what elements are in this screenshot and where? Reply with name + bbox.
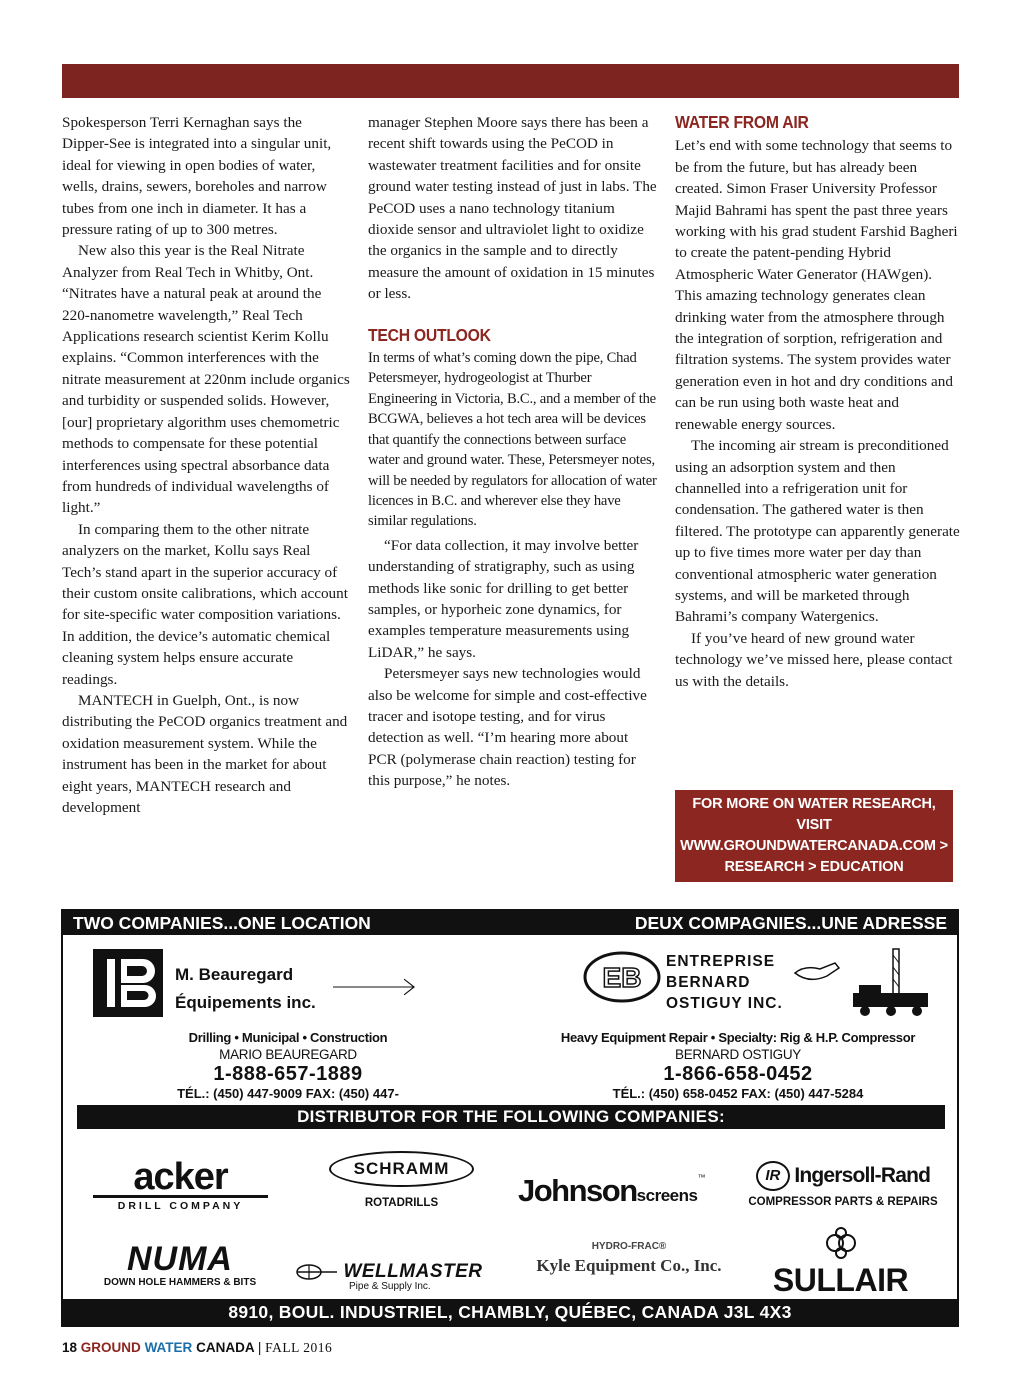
ad-header-right: DEUX COMPAGNIES...UNE ADRESSE bbox=[634, 913, 947, 933]
paragraph: The incoming air stream is preconditioned using an adsorption system and then channelled into a refrigeration unit for condensation. The gathered water is then filtered. The prototype can apparently generate up to five times more water per day than conventional atmospheric water generation systems, and will be marketed through Bahrami’s company Watergenics. bbox=[675, 437, 960, 626]
company1-name-line1: M. Beauregard bbox=[175, 965, 294, 984]
brand-numa-name: NUMA bbox=[127, 1240, 233, 1278]
company2-details bbox=[553, 1029, 923, 1102]
company1-tel-fax: TÉL.: (450) 447-9009 FAX: (450) 447- bbox=[177, 1086, 399, 1101]
section-header-bar bbox=[62, 64, 959, 98]
issue-season: FALL 2016 bbox=[265, 1340, 333, 1355]
brand-sullair-name: SULLAIR bbox=[772, 1262, 909, 1298]
section-heading-water-from-air: WATER FROM AIR bbox=[675, 112, 809, 132]
brand-numa-sub: DOWN HOLE HAMMERS & BITS bbox=[103, 1277, 257, 1288]
sullair-logo-icon bbox=[821, 1227, 861, 1259]
company1-name bbox=[175, 961, 316, 1017]
footer-separator: | bbox=[257, 1340, 262, 1355]
drill-rig-icon bbox=[793, 945, 933, 1020]
ad-header-left: TWO COMPANIES...ONE LOCATION bbox=[73, 913, 371, 933]
brand-kyle-name: Kyle Equipment Co., Inc. bbox=[536, 1256, 722, 1275]
more-info-callout[interactable] bbox=[675, 790, 953, 882]
paragraph: MANTECH in Guelph, Ont., is now distributing the PeCOD organics treatment and oxidation measurement system. While the instrument has been in the market for about eight years, MANTECH research and development bbox=[62, 691, 348, 816]
brand-schramm-name: SCHRAMM bbox=[329, 1151, 474, 1187]
brand-wellmaster-sub: Pipe & Supply Inc. bbox=[349, 1281, 431, 1292]
paragraph: “For data collection, it may involve better understanding of stratigraphy, such as using methods like sonic for drilling to get better samples, or hyporheic zone dynamics, for examples temperature measurements using LiDAR,” he says. bbox=[368, 536, 639, 661]
brand-ingersoll-rand bbox=[738, 1161, 948, 1208]
article-column-2 bbox=[368, 112, 658, 792]
page-number: 18 bbox=[62, 1340, 78, 1355]
company2-services: Heavy Equipment Repair • Specialty: Rig & H.P. Compressor bbox=[560, 1030, 916, 1045]
paragraph: Let’s end with some technology that seems to be from the future, but has already been created. Simon Fraser University Professor Majid Bahrami has spent the past three years working with his grad student Farshid Bagheri to create the patent-pending Hybrid Atmospheric Water Generator (HAWgen). This amazing technology generates clean drinking water from the atmosphere through the integration of sorption, refrigeration and filtration systems. The system provides water generation even in hot and dry conditions and can be run using both waste heat and renewable energy sources. bbox=[675, 137, 958, 433]
magazine-name-ground: GROUND bbox=[80, 1340, 141, 1355]
paragraph: manager Stephen Moore says there has been a recent shift towards using the PeCOD in wastewater treatment facilities and for onsite ground water testing instead of just in labs. The PeCOD uses a nano technology titanium dioxide sensor and ultraviolet light to oxidize the organics in the sample and to directly measure the amount of oxidation in 15 minutes or less. bbox=[368, 114, 657, 303]
company1-name-line2: Équipements inc. bbox=[175, 993, 316, 1012]
brand-johnson-sub: screens bbox=[636, 1186, 698, 1205]
company2-name-line1: ENTREPRISE bbox=[666, 953, 776, 970]
callout-line: FOR MORE ON WATER RESEARCH, VISIT bbox=[692, 796, 936, 833]
company2-tel-fax: TÉL.: (450) 658-0452 FAX: (450) 447-5284 bbox=[612, 1086, 864, 1101]
magazine-name-canada: CANADA bbox=[196, 1340, 255, 1355]
distributor-banner: DISTRIBUTOR FOR THE FOLLOWING COMPANIES: bbox=[77, 1105, 945, 1129]
brand-acker bbox=[93, 1156, 268, 1212]
paragraph: If you’ve heard of new ground water technology we’ve missed here, please contact us with the details. bbox=[675, 629, 953, 690]
advertisement bbox=[61, 909, 959, 1327]
brand-numa bbox=[95, 1241, 265, 1288]
article-column-3 bbox=[675, 112, 960, 692]
company2-phone[interactable]: 1-866-658-0452 bbox=[663, 1063, 813, 1085]
brand-johnson-tm: ™ bbox=[697, 1173, 706, 1182]
section-heading-tech-outlook: TECH OUTLOOK bbox=[368, 324, 491, 345]
ad-header bbox=[63, 911, 957, 935]
brand-kyle-equipment bbox=[525, 1241, 733, 1276]
company1-services: Drilling • Municipal • Construction bbox=[188, 1030, 388, 1045]
brand-johnson-name: Johnson bbox=[518, 1173, 637, 1208]
page-footer bbox=[62, 1340, 332, 1356]
company2-name bbox=[666, 951, 783, 1014]
company1-contact: MARIO BEAUREGARD bbox=[219, 1047, 357, 1062]
company1-phone[interactable]: 1-888-657-1889 bbox=[213, 1063, 363, 1085]
svg-text:EB: EB bbox=[602, 962, 642, 993]
paragraph: Petersmeyer says new technologies would also be welcome for simple and cost-effective tracer and isotope testing, and for virus detection as well. “I’m hearing more about PCR (polymerase chain reaction) testing for this purpose,” he notes. bbox=[368, 665, 647, 790]
arrow-right-icon bbox=[333, 967, 483, 1007]
magazine-name-water: WATER bbox=[144, 1340, 193, 1355]
paragraph: Spokesperson Terri Kernaghan says the Dipper-See is integrated into a singular unit, ideal for viewing in open bodies of water, wells, drains, sewers, boreholes and narrow tubes from one inch in diameter. It has a pressure rating of up to 300 metres. bbox=[62, 114, 332, 239]
brand-acker-name: acker bbox=[133, 1156, 228, 1198]
callout-link[interactable]: WWW.GROUNDWATERCANADA.COM > bbox=[680, 838, 948, 854]
ad-address: 8910, BOUL. INDUSTRIEL, CHAMBLY, QUÉBEC, CANADA J3L 4X3 bbox=[63, 1299, 957, 1325]
paragraph: In terms of what’s coming down the pipe, Chad Petersmeyer, hydrogeologist at Thurber Engineering in Victoria, B.C., and a member of the BCGWA, believes a hot tech area will be devices that quantify the connections between surface water and ground water. These, Petersmeyer notes, will be needed by regulators for allocation of water licences in B.C. and wherever else they have similar regulations. bbox=[368, 350, 657, 530]
article-column-1 bbox=[62, 112, 352, 818]
company2-name-line3: OSTIGUY INC. bbox=[666, 995, 783, 1012]
brand-schramm-sub: ROTADRILLS bbox=[364, 1197, 439, 1209]
ingersoll-rand-logo-icon: IR bbox=[756, 1161, 790, 1191]
brand-sullair bbox=[753, 1227, 928, 1296]
brand-acker-sub: DRILL COMPANY bbox=[93, 1195, 268, 1212]
brand-ingersoll-sub: COMPRESSOR PARTS & REPAIRS bbox=[748, 1196, 938, 1208]
brand-wellmaster bbox=[295, 1261, 510, 1292]
brand-hydrofrac: HYDRO-FRAC® bbox=[591, 1241, 667, 1252]
paragraph: New also this year is the Real Nitrate Analyzer from Real Tech in Whitby, Ont. “Nitrates have a natural peak at around the 220-nanometre wavelength,” Real Tech Applications research scientist Kerim Kollu explains. “Common interferences with the nitrate measurement at 220nm include organics and turbidity or suspended solids. However, [our] proprietary algorithm uses chemometric methods to compensate for these potential interferences using spectral absorbance data from hundreds of individual wavelengths of light.” bbox=[62, 242, 350, 517]
callout-line: RESEARCH > EDUCATION bbox=[724, 859, 904, 875]
wellmaster-logo-icon bbox=[295, 1263, 339, 1281]
brand-wellmaster-name: WELLMASTER bbox=[343, 1261, 483, 1282]
paragraph: In comparing them to the other nitrate analyzers on the market, Kollu says Real Tech’s stand apart in the superior accuracy of their custom onsite calibrations, which account for site-specific water composition variations. In addition, the device’s automatic chemical cleaning system helps ensure accurate readings. bbox=[62, 520, 348, 688]
brand-ingersoll-name: Ingersoll-Rand bbox=[794, 1164, 931, 1187]
company2-name-line2: BERNARD bbox=[666, 974, 751, 991]
company2-contact: BERNARD OSTIGUY bbox=[674, 1047, 802, 1062]
ostiguy-logo-icon bbox=[583, 951, 661, 1003]
beauregard-logo-icon bbox=[93, 949, 163, 1017]
brand-johnson-screens bbox=[518, 1173, 733, 1209]
brand-schramm bbox=[329, 1151, 474, 1209]
